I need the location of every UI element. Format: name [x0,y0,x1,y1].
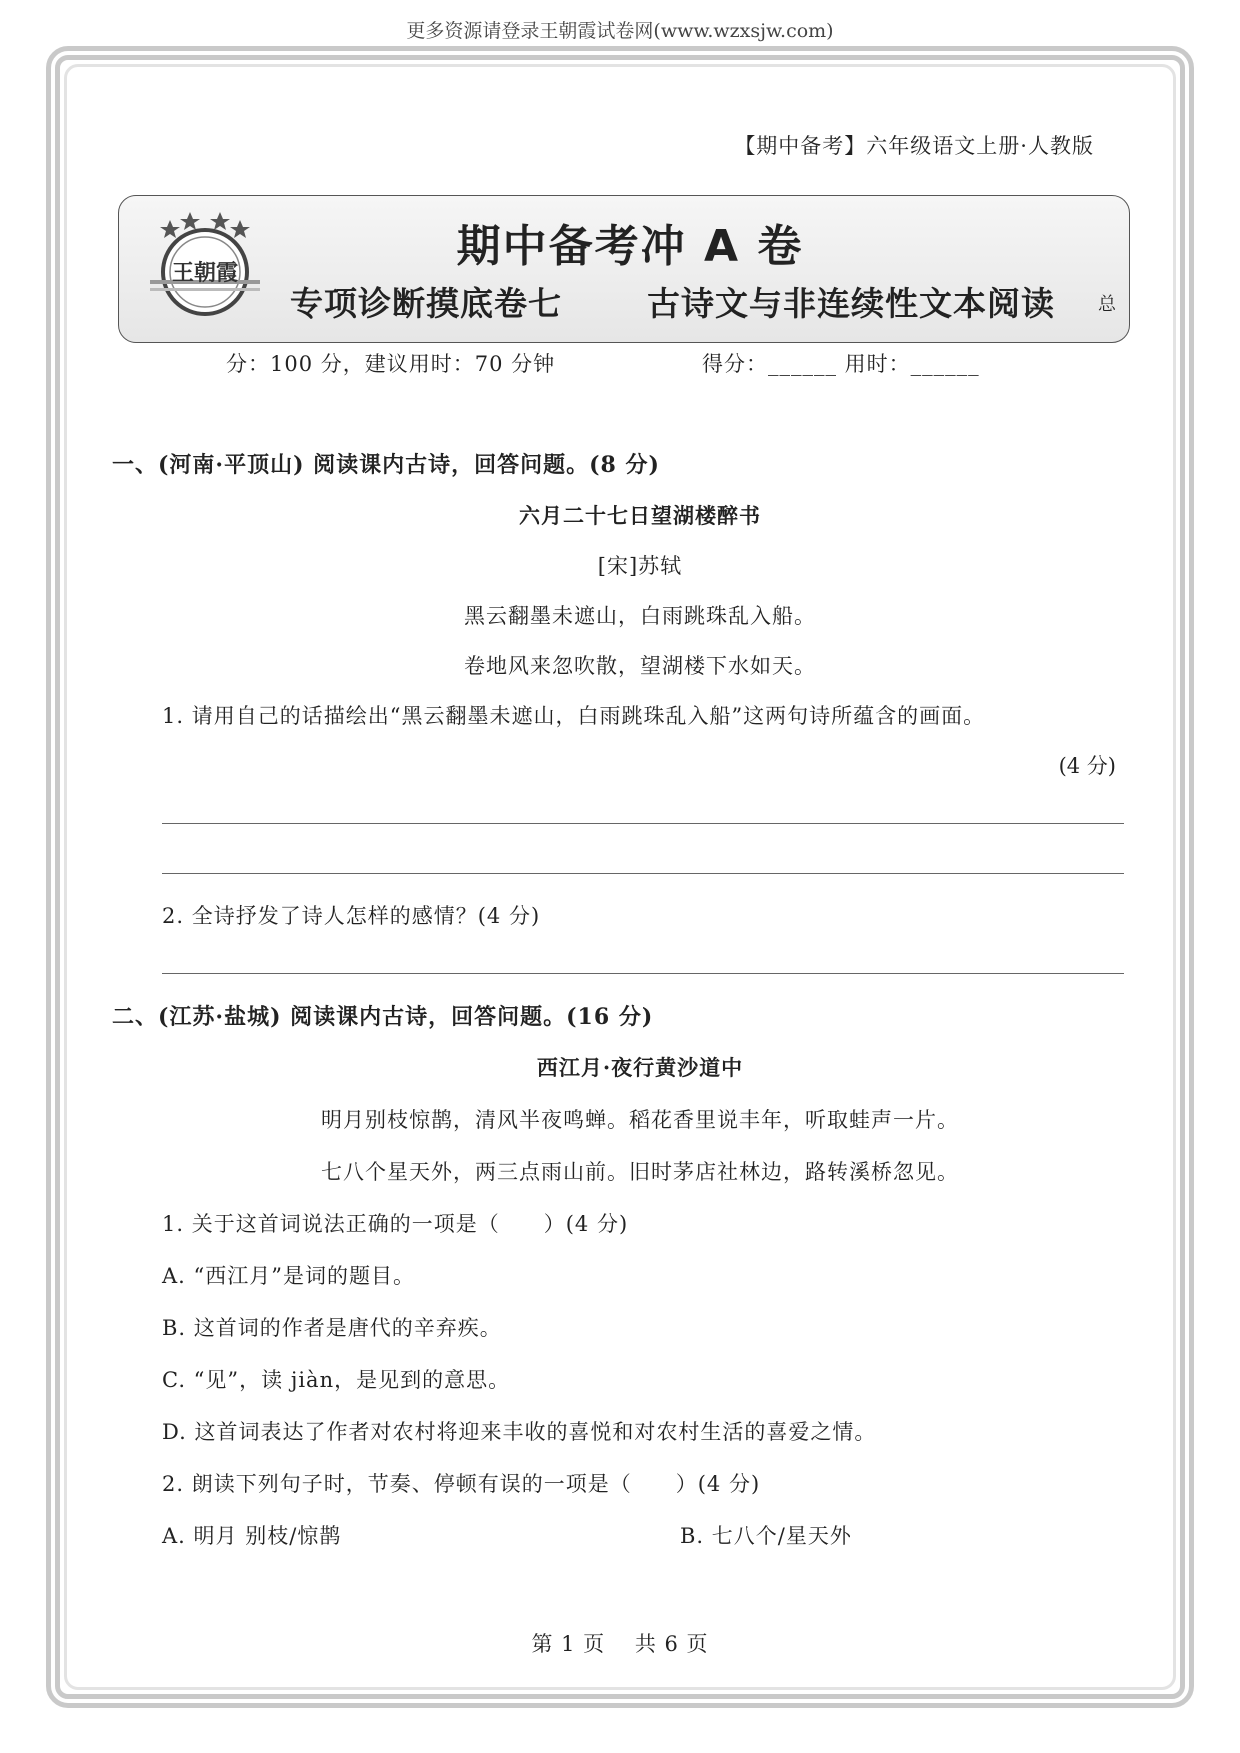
option-a: A. 明月 别枝/惊鹊 [162,1524,342,1548]
poem-title-1: 六月二十七日望湖楼醉书 [519,503,761,528]
answer-line[interactable] [162,873,1124,874]
series-label: 【期中备考】六年级语文上册·人教版 [734,134,1094,158]
question-1-1: 1. 请用自己的话描绘出“黑云翻墨未遮山，白雨跳珠乱入船”这两句诗所蕴含的画面。 [162,704,986,728]
question-points: (4 分) [1058,754,1116,778]
poem-line: 明月别枝惊鹊，清风半夜鸣蝉。稻花香里说丰年，听取蛙声一片。 [321,1108,959,1132]
section-heading-1: 一、(河南·平顶山) 阅读课内古诗，回答问题。(8 分) [112,452,660,478]
poem-line: 七八个星天外，两三点雨山前。旧时茅店社林边，路转溪桥忽见。 [321,1160,959,1184]
question-1-2: 2. 全诗抒发了诗人怎样的感情？(4 分) [162,904,541,928]
score-time-info: 分：100 分，建议用时：70 分钟 [226,352,556,376]
subtitle-left: 专项诊断摸底卷七 [290,284,562,323]
answer-line[interactable] [162,823,1124,824]
page-footer: 第 1 页 共 6 页 [531,1632,709,1656]
poem-line: 卷地风来忽吹散，望湖楼下水如天。 [464,654,816,678]
watermark: 更多资源请登录王朝霞试卷网(www.wzxsjw.com) [406,20,834,42]
score-used-fields: 得分：______ 用时：______ [702,352,980,376]
subtitle-right: 古诗文与非连续性文本阅读 [647,284,1055,323]
brand-logo-icon [150,210,260,320]
option-c: C. “见”，读 jiàn，是见到的意思。 [162,1368,511,1392]
section-heading-2: 二、(江苏·盐城) 阅读课内古诗，回答问题。(16 分) [112,1004,654,1030]
answer-line[interactable] [162,973,1124,974]
question-2-2: 2. 朗读下列句子时，节奏、停顿有误的一项是（ ）(4 分) [162,1472,761,1496]
poem-author-1: [宋]苏轼 [597,554,683,578]
page-title: 期中备考冲 A 卷 [456,221,804,272]
logo-text: 王朝霞 [171,260,239,286]
question-2-1: 1. 关于这首词说法正确的一项是（ ）(4 分) [162,1212,629,1236]
poem-title-2: 西江月·夜行黄沙道中 [536,1055,744,1080]
subtitle-tiny: 总 [1098,294,1116,315]
poem-line: 黑云翻墨未遮山，白雨跳珠乱入船。 [464,604,816,628]
option-b: B. 七八个/星天外 [680,1524,852,1548]
option-b: B. 这首词的作者是唐代的辛弃疾。 [162,1316,502,1340]
option-a: A. “西江月”是词的题目。 [162,1264,415,1288]
option-d: D. 这首词表达了作者对农村将迎来丰收的喜悦和对农村生活的喜爱之情。 [162,1420,877,1444]
